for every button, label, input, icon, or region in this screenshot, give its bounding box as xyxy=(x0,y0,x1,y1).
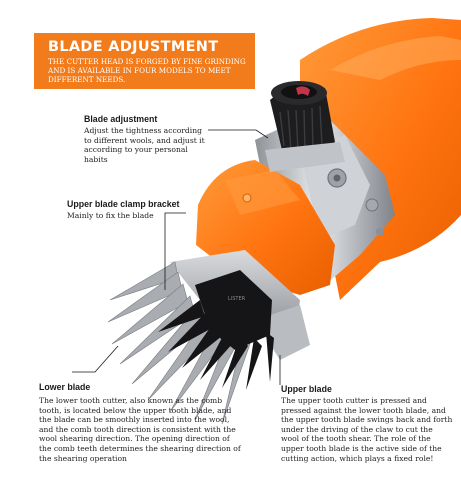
lower-blade-title: Lower blade xyxy=(39,382,91,392)
blade-adjustment-title: Blade adjustment xyxy=(84,114,158,124)
lower-blade-text: The lower tooth cutter, also known as the comb tooth, is located below the upper tooth blade, and the blade can be smoothly inserted into the wool, and the comb tooth direction is consistent with the wool shearing direction. The opening direction of the comb teeth determines the shearing direction of the shearing operation xyxy=(39,396,241,463)
title-banner xyxy=(34,33,255,89)
blade-adjustment-text: Adjust the tightness according to different wools, and adjust it according to your personal habits xyxy=(84,126,205,164)
banner-title: BLADE ADJUSTMENT xyxy=(48,39,219,55)
banner-subtitle: THE CUTTER HEAD IS FORGED BY FINE GRINDING AND IS AVAILABLE IN FOUR MODELS TO MEET DIFFERENT NEEDS. xyxy=(48,57,246,84)
upper-clamp-title: Upper blade clamp bracket xyxy=(67,199,180,209)
upper-blade-text: The upper tooth cutter is pressed and pressed against the lower tooth blade, and the upper tooth blade swings back and forth under the driving of the claw to cut the wool of the tooth shear. The role of the upper tooth blade is the active side of the cutting action, which plays a fixed role! xyxy=(281,396,453,463)
svg-text:LISTER: LISTER xyxy=(228,296,246,302)
upper-blade-title: Upper blade xyxy=(281,384,332,394)
upper-clamp-text: Mainly to fix the blade xyxy=(67,211,154,220)
